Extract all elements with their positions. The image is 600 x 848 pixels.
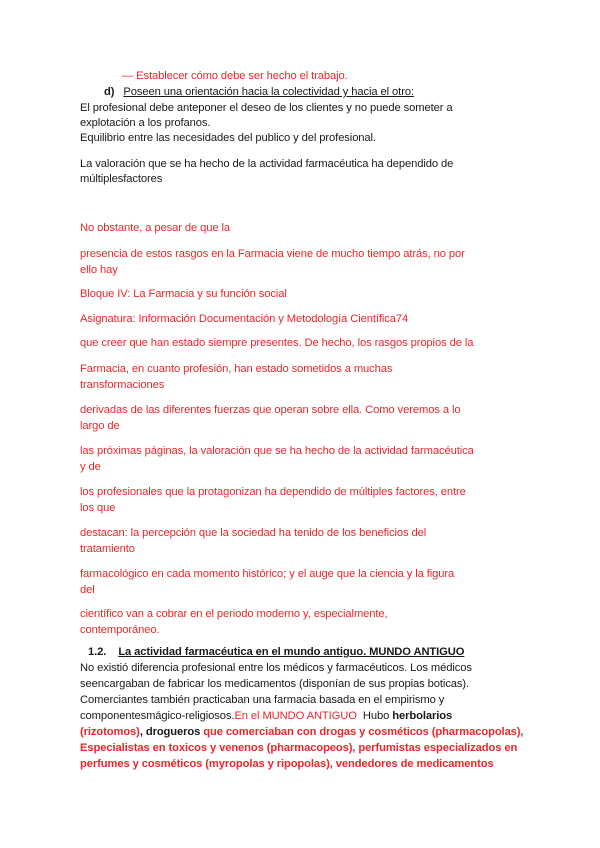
antiguo-line-7: perfumes y cosméticos (myropolas y ripopolas), vendedores de medicamentos — [80, 758, 494, 770]
antiguo-bold: , drogueros — [139, 726, 204, 738]
antiguo-bold: herbolarios — [392, 710, 453, 722]
antiguo-line-3: Comerciantes también practicaban una farmacia basada en el empirismo y — [80, 694, 445, 706]
antiguo-text: Hubo — [356, 710, 393, 722]
section-title: La actividad farmacéutica en el mundo antiguo. MUNDO ANTIGUO — [118, 646, 465, 658]
red-paragraph: derivadas de las diferentes fuerzas que operan sobre ella. Como veremos a lo — [80, 404, 461, 416]
red-paragraph: Farmacia, en cuanto profesión, han estado sometidos a muchas — [80, 363, 393, 375]
valoracion-line-1: La valoración que se ha hecho de la actividad farmacéutica ha dependido de — [80, 158, 454, 170]
dash-list-item: — Establecer cómo debe ser hecho el trabajo. — [122, 70, 348, 82]
red-paragraph-wrap: transformaciones — [80, 379, 165, 391]
item-d-marker: d) — [104, 86, 115, 98]
section-heading — [88, 644, 464, 661]
red-paragraph: científico van a cobrar en el periodo moderno y, especialmente, — [80, 608, 388, 620]
antiguo-highlight: que comerciaban con drogas y cosméticos (pharmacopolas), — [203, 726, 524, 738]
item-d-heading: Poseen una orientación hacia la colectividad y hacia el otro: — [123, 86, 414, 98]
antiguo-highlight: (rizotomos) — [80, 726, 140, 738]
antiguo-text: componentesmágico-religiosos. — [80, 710, 235, 722]
red-paragraph: las próximas páginas, la valoración que se ha hecho de la actividad farmacéutica — [80, 445, 474, 457]
red-paragraph-wrap: del — [80, 584, 95, 596]
item-d — [104, 84, 414, 101]
red-paragraph-wrap: los que — [80, 502, 116, 514]
red-paragraph-wrap: y de — [80, 461, 101, 473]
antiguo-highlight: En el MUNDO ANTIGUO — [234, 710, 357, 722]
red-paragraph: destacan: la percepción que la sociedad ha tenido de los beneficios del — [80, 527, 427, 539]
antiguo-line-4 — [80, 708, 452, 725]
item-d-body-line-1: El profesional debe anteponer el deseo de los clientes y no puede someter a — [80, 102, 453, 114]
red-paragraph: los profesionales que la protagonizan ha dependido de múltiples factores, entre — [80, 486, 466, 498]
item-d-body-line-2: explotación a los profanos. — [80, 117, 211, 129]
antiguo-line-1: No existió diferencia profesional entre los médicos y farmacéuticos. Los médicos — [80, 662, 472, 674]
red-paragraph: Asignatura: Información Documentación y Metodología Científica74 — [80, 313, 409, 325]
item-d-body-line-3: Equilibrio entre las necesidades del publico y del profesional. — [80, 132, 376, 144]
antiguo-line-5 — [80, 724, 523, 741]
red-paragraph-wrap: tratamiento — [80, 543, 135, 555]
red-paragraph: presencia de estos rasgos en la Farmacia viene de mucho tiempo atrás, no por — [80, 248, 465, 260]
red-paragraph-wrap: largo de — [80, 420, 120, 432]
valoracion-line-2: múltiplesfactores — [80, 173, 163, 185]
antiguo-line-6: Especialistas en toxicos y venenos (pharmacopeos), perfumistas especializados en — [80, 742, 518, 754]
red-paragraph-wrap: contemporáneo. — [80, 624, 160, 636]
red-paragraph-wrap: ello hay — [80, 264, 118, 276]
red-paragraph: farmacológico en cada momento histórico; y el auge que la ciencia y la figura — [80, 568, 455, 580]
red-paragraph: que creer que han estado siempre presentes. De hecho, los rasgos propios de la — [80, 337, 474, 349]
red-paragraph: Bloque IV: La Farmacia y su función social — [80, 288, 287, 300]
section-number: 1.2. — [88, 646, 107, 658]
red-paragraph: No obstante, a pesar de que la — [80, 222, 231, 234]
antiguo-line-2: seencargaban de fabricar los medicamentos (disponían de sus propias boticas). — [80, 678, 470, 690]
